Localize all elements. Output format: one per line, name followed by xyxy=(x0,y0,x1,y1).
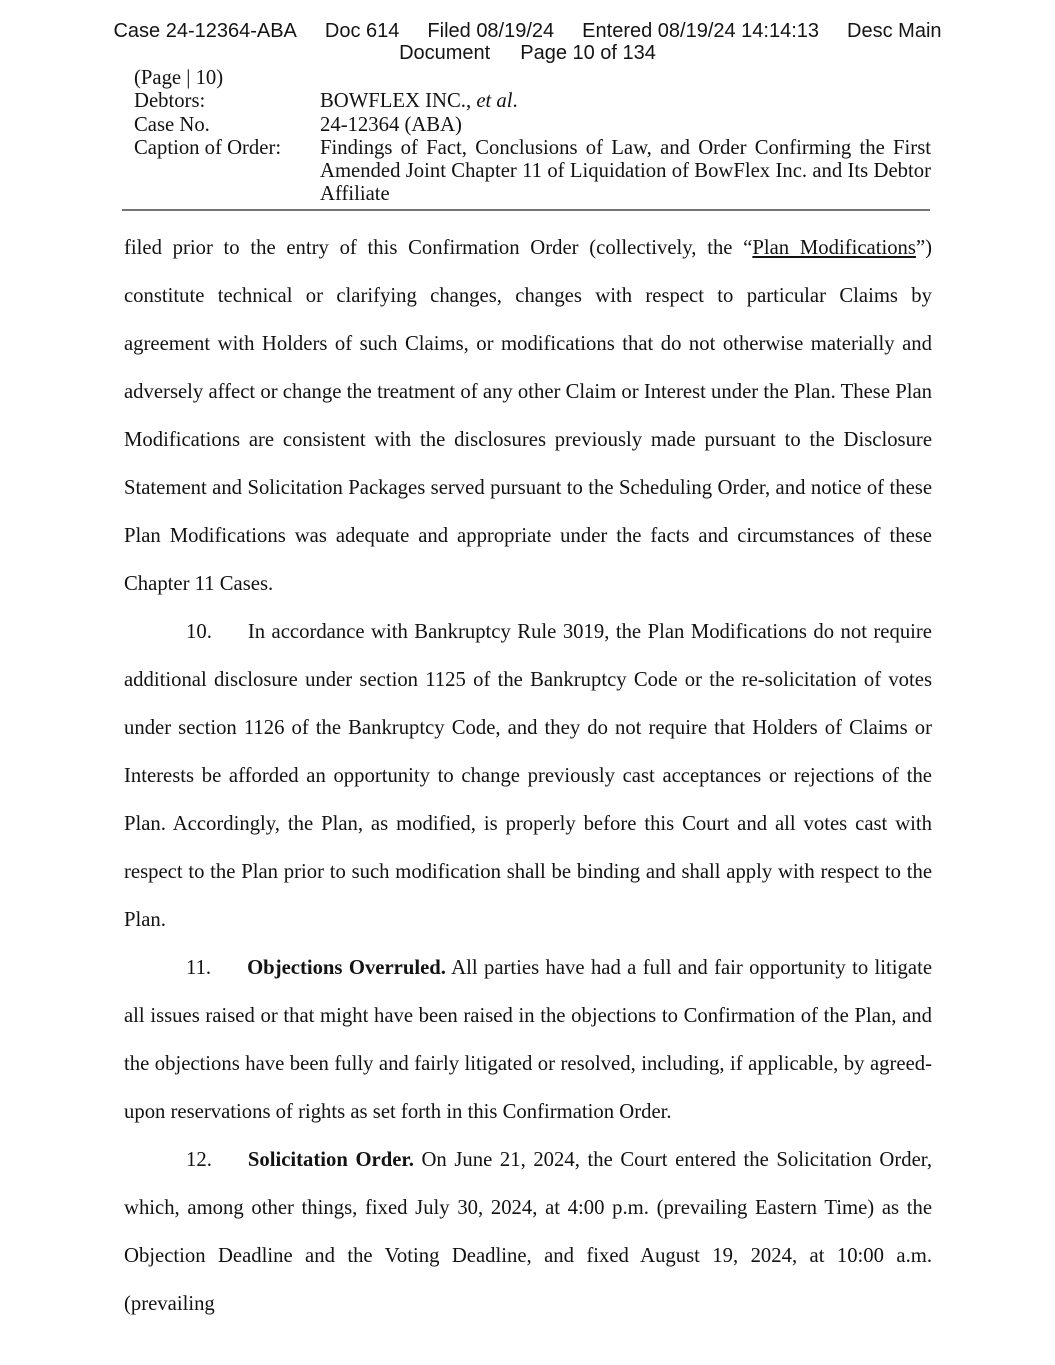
text-segment: All parties have had a full and fair opportunity to litigate all issues raised or that might have been raised in the objections to Confirmation of the Plan, and the objections have been fully and fairly litigated or resolved, including, if applicable, by agreed-upon reservations of rights as set forth in this Confirmation Order. xyxy=(124,956,932,1123)
order-caption-value: Findings of Fact, Conclusions of Law, and Order Confirming the First Amended Joint Chapter 11 of Liquidation of BowFlex Inc. and Its Debtor Affiliate xyxy=(320,136,931,206)
court-stamp-header xyxy=(0,0,1055,64)
stamp-page-count: Page 10 of 134 xyxy=(520,42,656,64)
debtors-label: Debtors: xyxy=(134,90,206,113)
debtors-name: BOWFLEX INC., xyxy=(320,90,477,113)
caption-row-page xyxy=(134,67,931,90)
text-segment: Solicitation Order. xyxy=(247,1148,414,1171)
text-segment: In accordance with Bankruptcy Rule 3019, the Plan Modifications do not require additional disclosure under section 1125 of the Bankruptcy Code or the re-solicitation of votes under section 1126 of the Bankruptcy Code, and they do not require that Holders of Claims or Interests be afforded an opportunity to change previously cast acceptances or rejections of the Plan. Accordingly, the Plan, as modified, is properly before this Court and all votes cast with respect to the Plan prior to such modification shall be binding and shall apply with respect to the Plan. xyxy=(124,620,932,931)
stamp-line-1 xyxy=(0,20,1055,42)
caption-row-debtors xyxy=(134,90,931,113)
paragraph xyxy=(124,944,932,1136)
debtors-etal: et al xyxy=(476,90,513,113)
stamp-desc: Desc Main xyxy=(847,20,942,42)
text-segment: ”) constitute technical or clarifying changes, changes with respect to particular Claims by agreement with Holders of such Claims, or modifications that do not otherwise materially and adversely affect or change the treatment of any other Claim or Interest under the Plan. These Plan Modifications are consistent with the disclosures previously made pursuant to the Disclosure Statement and Solicitation Packages served pursuant to the Scheduling Order, and notice of these Plan Modifications was adequate and appropriate under the facts and circumstances of these Chapter 11 Cases. xyxy=(124,236,933,595)
caption-row-case-no xyxy=(134,114,931,137)
page-label: (Page | 10) xyxy=(134,67,224,89)
text-segment: Objections Overruled. xyxy=(247,956,446,979)
debtors-etal-period: . xyxy=(512,90,518,113)
text-segment: filed prior to the entry of this Confirmation Order (collectively, the “ xyxy=(124,236,753,259)
paragraph-number: 12. xyxy=(186,1148,212,1171)
paragraph-number: 10. xyxy=(186,620,212,643)
document-body xyxy=(0,211,1055,1328)
order-caption-label: Caption of Order: xyxy=(134,136,282,159)
debtors-value xyxy=(320,90,931,113)
stamp-document-label: Document xyxy=(399,42,491,64)
caption-row-order xyxy=(134,137,931,207)
stamp-filed-date: Filed 08/19/24 xyxy=(427,20,555,42)
paragraph xyxy=(124,224,932,608)
text-segment: Plan Modifications xyxy=(752,236,916,259)
stamp-case-number: Case 24-12364-ABA xyxy=(113,20,297,42)
stamp-line-2 xyxy=(0,42,1055,64)
stamp-entered-datetime: Entered 08/19/24 14:14:13 xyxy=(582,20,820,42)
caption-block xyxy=(134,67,931,207)
case-no-value: 24-12364 (ABA) xyxy=(320,113,462,136)
paragraph xyxy=(124,608,932,944)
stamp-doc-number: Doc 614 xyxy=(324,20,400,42)
paragraph-number: 11. xyxy=(186,956,212,979)
paragraph xyxy=(124,1136,932,1328)
text-segment: On June 21, 2024, the Court entered the Solicitation Order, which, among other things, fixed July 30, 2024, at 4:00 p.m. (prevailing Eastern Time) as the Objection Deadline and the Voting Deadline, and fixed August 19, 2024, at 10:00 a.m. (prevailing xyxy=(124,1148,932,1315)
case-no-label: Case No. xyxy=(134,113,210,136)
